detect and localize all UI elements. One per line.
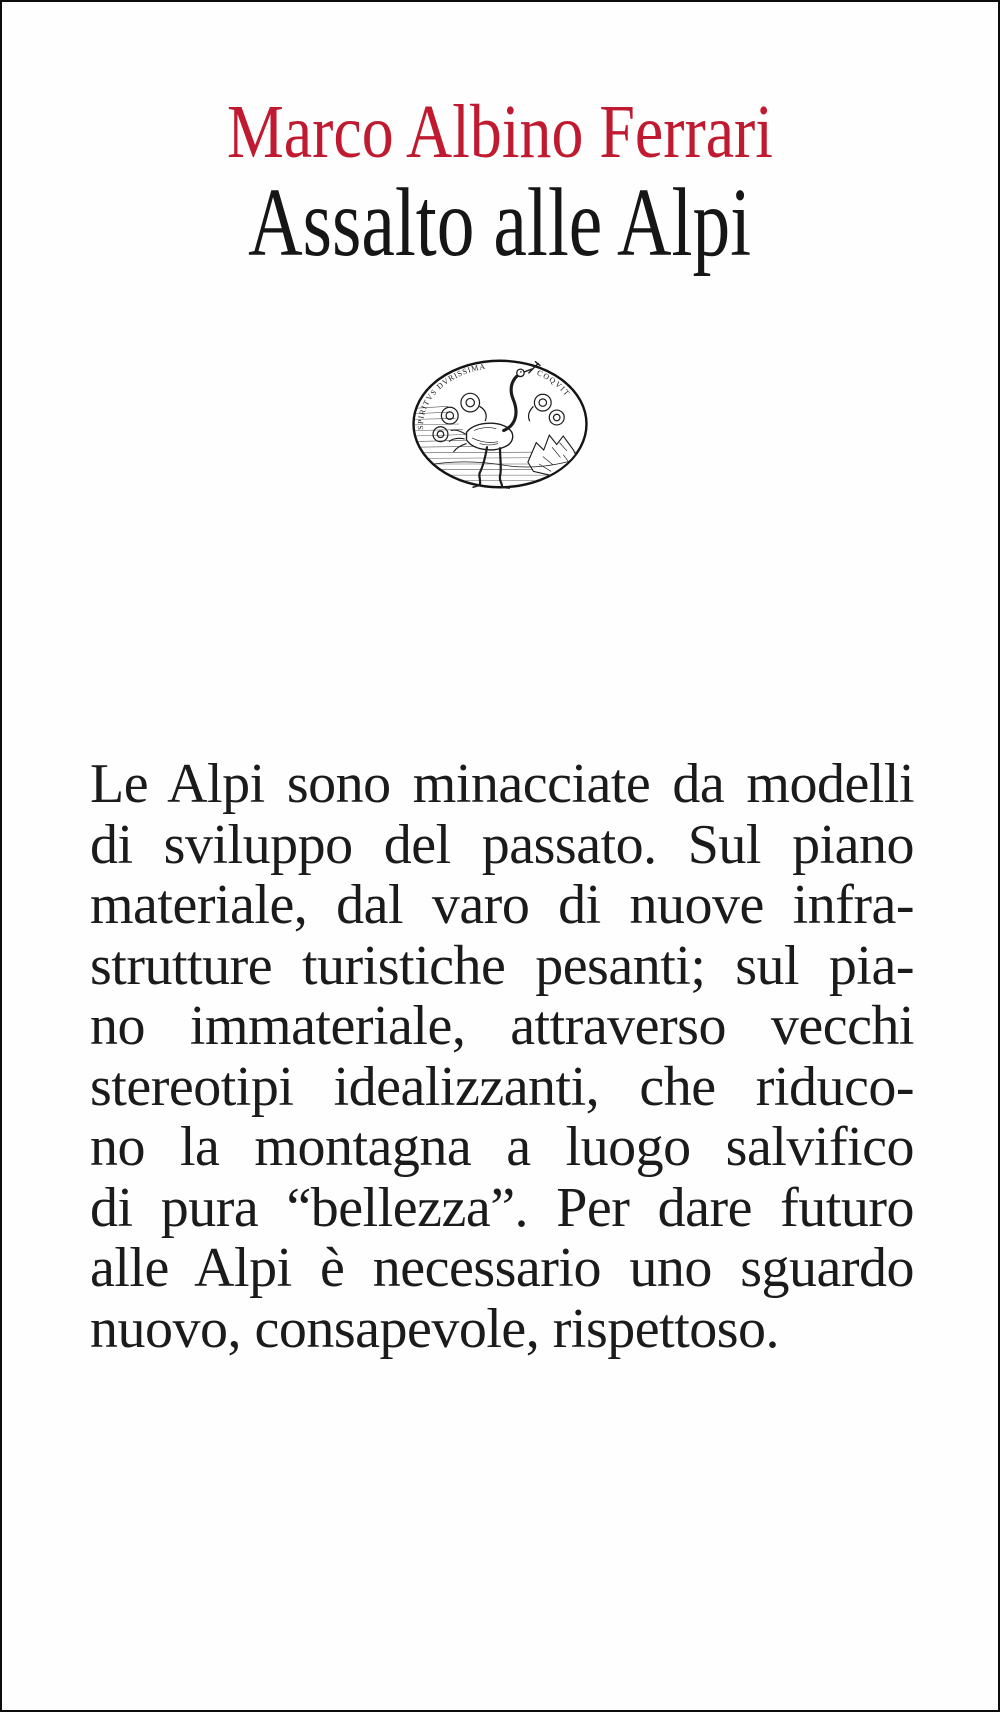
author-name: Marco Albino Ferrari <box>226 90 774 174</box>
back-blurb <box>90 754 914 1359</box>
einaudi-ostrich-emblem <box>407 354 593 494</box>
blurb-line: di sviluppo del passato. Sul piano <box>90 813 914 876</box>
blurb-line: materiale, dal varo di nuove infra- <box>90 874 914 936</box>
author-row <box>2 90 998 174</box>
blurb-line: Le Alpi sono minacciate da modelli <box>90 753 914 815</box>
blurb-line: alle Alpi è necessario uno sguardo <box>90 1237 914 1299</box>
emblem-motto-left: SPIRITVS DVRISSIMA <box>415 361 487 430</box>
blurb-line: stereotipi idealizzanti, che riduco- <box>90 1055 914 1118</box>
emblem-motto-right: COQVIT <box>535 368 573 399</box>
blurb-line: nuovo, consapevole, rispettoso. <box>90 1297 780 1360</box>
book-title: Assalto alle Alpi <box>248 169 752 277</box>
publisher-emblem <box>407 354 593 494</box>
blurb-line: no immateriale, attraverso vecchi <box>90 995 914 1057</box>
title-row <box>2 169 998 277</box>
blurb-line: strutture turistiche pesanti; sul pia- <box>90 934 914 997</box>
blurb-line: no la montagna a luogo salvifico <box>90 1116 914 1178</box>
blurb-line: di pura “bellezza”. Per dare futuro <box>90 1176 914 1239</box>
